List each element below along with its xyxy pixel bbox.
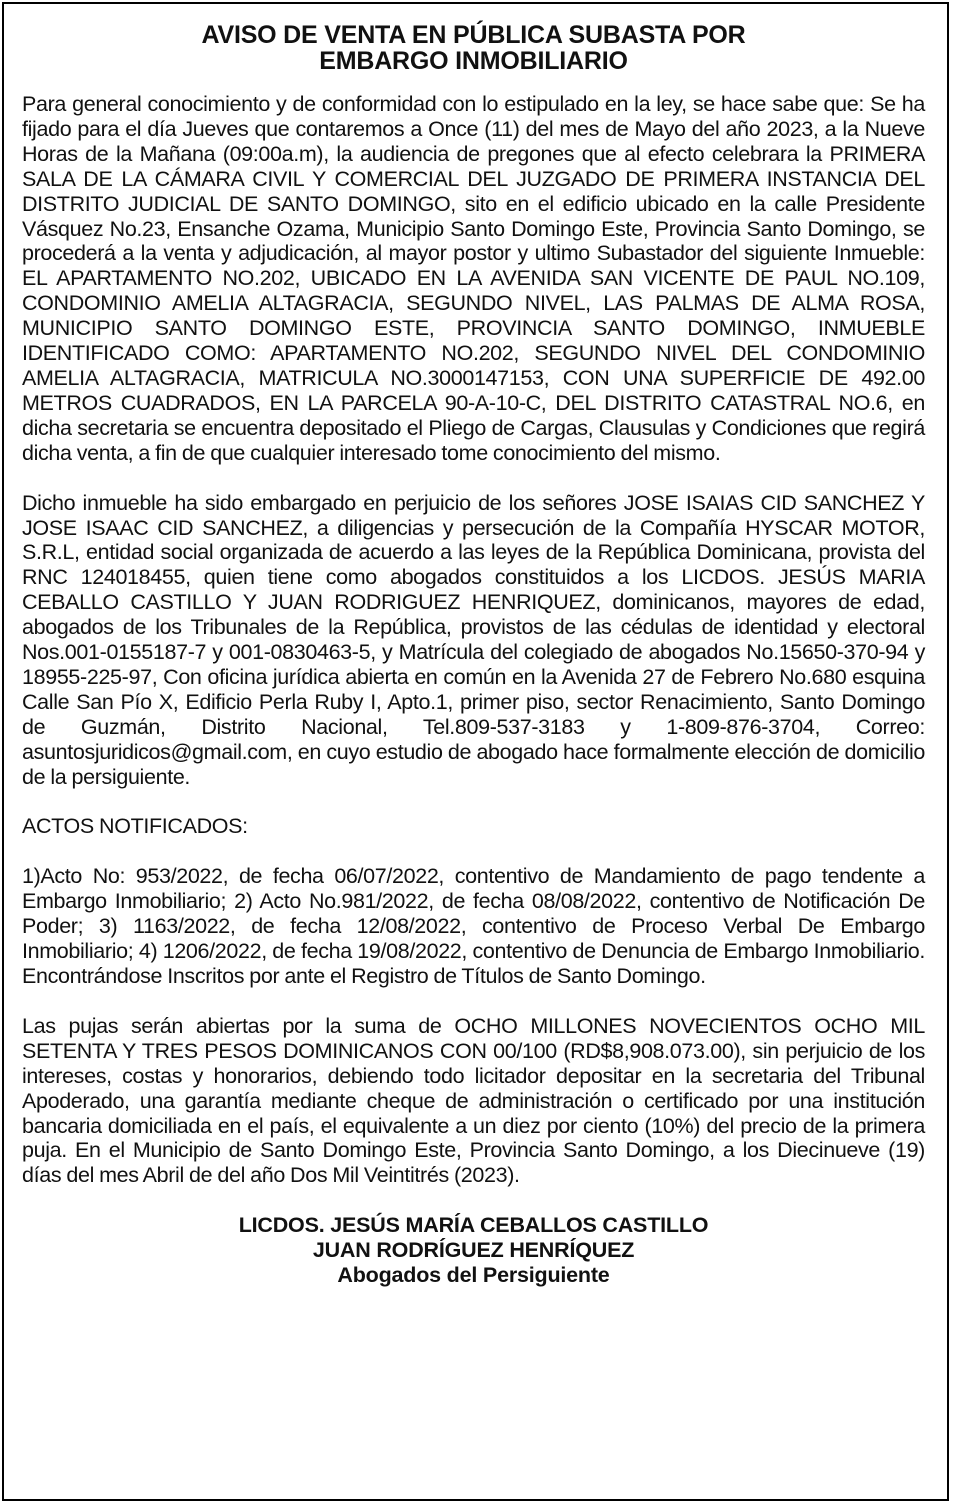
paragraph-notified-acts: 1)Acto No: 953/2022, de fecha 06/07/2022, contentivo de Mandamiento de pago tendente a Embargo Inmobiliario; 2) Acto No.981/2022, de fecha 08/08/2022, contentivo de Notificación De Poder; 3) 1163/2022, de fecha 12/08/2022, contentivo de Proceso Verbal De Embargo Inmobiliario; 4) 1206/2022, de fecha 19/08/2022, contentivo de Denuncia de Embargo Inmobiliario. Encontrándose Inscritos por ante el Registro de Títulos de Santo Domingo. <box>22 864 925 988</box>
signature-block <box>22 1213 925 1288</box>
notice-border <box>2 2 949 1501</box>
paragraph-bidding-terms: Las pujas serán abiertas por la suma de OCHO MILLONES NOVECIENTOS OCHO MIL SETENTA Y TRES PESOS DOMINICANOS CON 00/100 (RD$8,908.073.00), sin perjuicio de los intereses, costas y honorarios, debiendo todo licitador depositar en la secretaria del Tribunal Apoderado, una garantía mediante cheque de administración o certificado por una institución bancaria domiciliada en el país, el equivalente a un diez por ciento (10%) del precio de la primera puja. En el Municipio de Santo Domingo Este, Provincia Santo Domingo, a los Diecinueve (19) días del mes Abril de del año Dos Mil Veintitrés (2023). <box>22 1013 925 1188</box>
signature-line-3: Abogados del Persiguiente <box>337 1263 610 1288</box>
signature-line-2: JUAN RODRÍGUEZ HENRÍQUEZ <box>312 1238 635 1263</box>
notice-title <box>22 22 925 74</box>
acts-heading: ACTOS NOTIFICADOS: <box>22 814 248 839</box>
notice-title-line-2: EMBARGO INMOBILIARIO <box>319 47 628 75</box>
notice-title-line-1: AVISO DE VENTA EN PÚBLICA SUBASTA POR <box>201 21 746 49</box>
signature-line-1: LICDOS. JESÚS MARÍA CEBALLOS CASTILLO <box>238 1213 709 1238</box>
notice-content <box>22 22 925 1288</box>
paragraph-seizure-details: Dicho inmueble ha sido embargado en perjuicio de los señores JOSE ISAIAS CID SANCHEZ Y JOSE ISAAC CID SANCHEZ, a diligencias y persecución de la Compañía HYSCAR MOTOR, S.R.L, entidad social organizada de acuerdo a las leyes de la República Dominicana, provista del RNC 124018455, quien tiene como abogados constituidos a los LICDOS. JESÚS MARIA CEBALLO CASTILLO Y JUAN RODRIGUEZ HENRIQUEZ, dominicanos, mayores de edad, abogados de los Tribunales de la República, provistos de las cédulas de identidad y electoral Nos.001-0155187-7 y 001-0830463-5, y Matrícula del colegiado de abogados No.15650-370-94 y 18955-225-97, Con oficina jurídica abierta en común en la Avenida 27 de Febrero No.680 esquina Calle San Pío X, Edificio Perla Ruby I, Apto.1, primer piso, sector Renacimiento, Santo Domingo de Guzmán, Distrito Nacional, Tel.809-537-3183 y 1-809-876-3704, Correo: asuntosjuridicos@gmail.com, en cuyo estudio de abogado hace formalmente elección de domicilio de la persiguiente. <box>22 490 925 789</box>
paragraph-hearing-details: Para general conocimiento y de conformidad con lo estipulado en la ley, se hace sabe que: Se ha fijado para el día Jueves que contaremos a Once (11) del mes de Mayo del año 2023, a la Nueve Horas de la Mañana (09:00a.m), la audiencia de pregones que al efecto celebrara la PRIMERA SALA DE LA CÁMARA CIVIL Y COMERCIAL DEL JUZGADO DE PRIMERA INSTANCIA DEL DISTRITO JUDICIAL DE SANTO DOMINGO, sito en el edificio ubicado en la calle Presidente Vásquez No.23, Ensanche Ozama, Municipio Santo Domingo Este, Provincia Santo Domingo, se procederá a la venta y adjudicación, al mayor postor y ultimo Subastador del siguiente Inmueble: EL APARTAMENTO NO.202, UBICADO EN LA AVENIDA SAN VICENTE DE PAUL NO.109, CONDOMINIO AMELIA ALTAGRACIA, SEGUNDO NIVEL, LAS PALMAS DE ALMA ROSA, MUNICIPIO SANTO DOMINGO ESTE, PROVINCIA SANTO DOMINGO, INMUEBLE IDENTIFICADO COMO: APARTAMENTO NO.202, SEGUNDO NIVEL DEL CONDOMINIO AMELIA ALTAGRACIA, MATRICULA NO.3000147153, CON UNA SUPERFICIE DE 492.00 METROS CUADRADOS, EN LA PARCELA 90-A-10-C, DEL DISTRITO CATASTRAL NO.6, en dicha secretaria se encuentra depositado el Pliego de Cargas, Clausulas y Condiciones que regirá dicha venta, a fin de que cualquier interesado tome conocimiento del mismo. <box>22 92 925 465</box>
